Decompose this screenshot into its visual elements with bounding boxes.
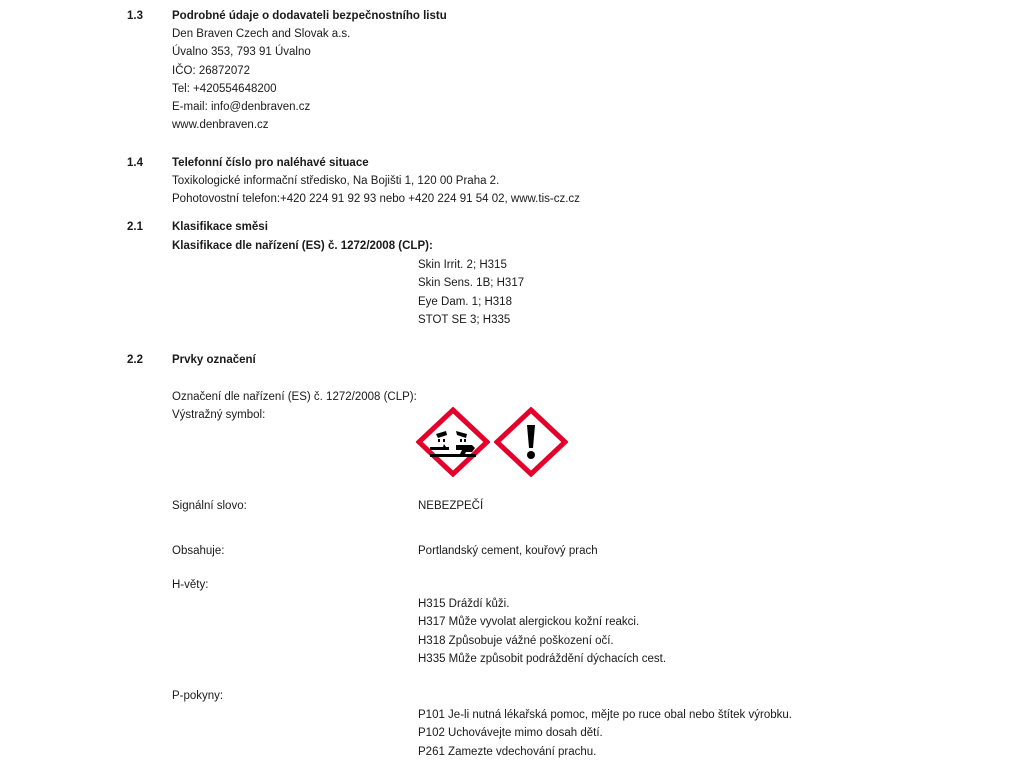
section-title-1-4: Telefonní číslo pro naléhavé situace bbox=[172, 157, 369, 169]
section-number-2-2: 2.2 bbox=[127, 354, 143, 366]
supplier-tel: Tel: +420554648200 bbox=[172, 83, 277, 95]
supplier-address: Úvalno 353, 793 91 Úvalno bbox=[172, 46, 311, 58]
p-statement: P101 Je-li nutná lékařská pomoc, mějte po ruce obal nebo štítek výrobku. bbox=[418, 709, 792, 721]
section-number-1-4: 1.4 bbox=[127, 157, 143, 169]
section-title-2-1: Klasifikace směsi bbox=[172, 221, 268, 233]
h-statement: H318 Způsobuje vážné poškození očí. bbox=[418, 635, 614, 647]
corrosion-pictogram bbox=[416, 407, 490, 477]
classification-item: Skin Irrit. 2; H315 bbox=[418, 259, 507, 271]
contains-value: Portlandský cement, kouřový prach bbox=[418, 545, 598, 557]
section-title-2-2: Prvky označení bbox=[172, 354, 256, 366]
signal-word-value: NEBEZPEČÍ bbox=[418, 500, 484, 512]
section-number-1-3: 1.3 bbox=[127, 10, 143, 22]
classification-subtitle: Klasifikace dle nařízení (ES) č. 1272/2008 (CLP): bbox=[172, 240, 433, 252]
emergency-phone: Pohotovostní telefon:+420 224 91 92 93 nebo +420 224 91 54 02, www.tis-cz.cz bbox=[172, 193, 580, 205]
h-statement: H315 Dráždí kůži. bbox=[418, 598, 510, 610]
supplier-email: E-mail: info@denbraven.cz bbox=[172, 101, 311, 113]
hazard-symbol-label: Výstražný symbol: bbox=[172, 409, 266, 421]
classification-item: Eye Dam. 1; H318 bbox=[418, 296, 512, 308]
h-statement: H335 Může způsobit podráždění dýchacích cest. bbox=[418, 653, 667, 665]
supplier-web: www.denbraven.cz bbox=[172, 119, 269, 131]
p-statements-label: P-pokyny: bbox=[172, 690, 224, 702]
supplier-ico: IČO: 26872072 bbox=[172, 65, 251, 77]
section-title-1-3: Podrobné údaje o dodavateli bezpečnostního listu bbox=[172, 10, 447, 22]
supplier-name: Den Braven Czech and Slovak a.s. bbox=[172, 28, 351, 40]
p-statement: P261 Zamezte vdechování prachu. bbox=[418, 746, 597, 758]
signal-word-label: Signální slovo: bbox=[172, 500, 247, 512]
p-statement: P102 Uchovávejte mimo dosah dětí. bbox=[418, 727, 603, 739]
contains-label: Obsahuje: bbox=[172, 545, 225, 557]
h-statement: H317 Může vyvolat alergickou kožní reakci. bbox=[418, 616, 640, 628]
exclamation-pictogram bbox=[494, 407, 568, 477]
classification-item: STOT SE 3; H335 bbox=[418, 314, 511, 326]
toxicology-center: Toxikologické informační středisko, Na Bojišti 1, 120 00 Praha 2. bbox=[172, 175, 500, 187]
classification-item: Skin Sens. 1B; H317 bbox=[418, 277, 525, 289]
labelling-regulation: Označení dle nařízení (ES) č. 1272/2008 (CLP): bbox=[172, 391, 417, 403]
h-statements-label: H-věty: bbox=[172, 579, 209, 591]
section-number-2-1: 2.1 bbox=[127, 221, 143, 233]
